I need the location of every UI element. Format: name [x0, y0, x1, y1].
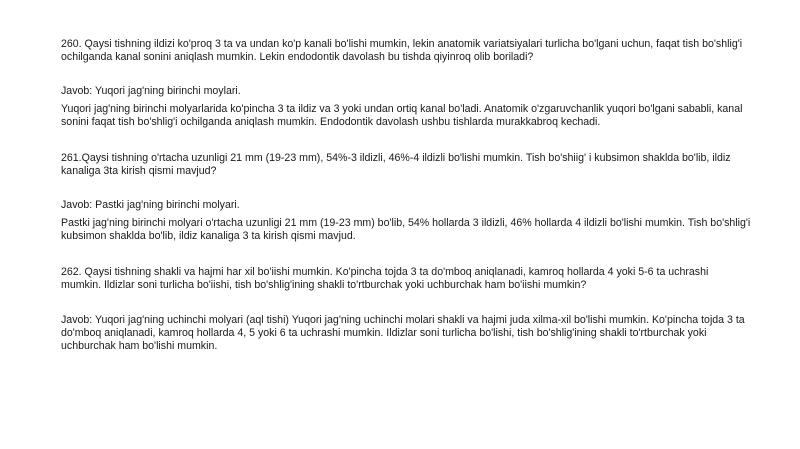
question-262: 262. Qaysi tishning shakli va hajmi har xil bo'iishi mumkin. Ko'pincha tojda 3 ta do'mboq aniqlanadi, kamroq hollarda 4 yoki 5-6 ta uchrashi mumkin. Ildizlar soni turlicha bo'iishi, tish bo'shlig'ining shakli to'rtburchak yoki uchburchak ham bo'iishi mumkin?: [61, 266, 709, 291]
answer-262: Javob: Yuqori jag'ning uchinchi molyari (aql tishi) Yuqori jag'ning uchinchi molari shakli va hajmi juda xilma-xil bo'lishi mumkin. Ko'pincha tojda 3 ta do'mboq aniqlanadi, kamroq hollarda 4, 5 yoki 6 ta uchrashi mumkin. Ildizlar soni turlicha bo'lishi, tish bo'shlig'ining shakli to'rtburchak yoki uchburchak ham bo'lishi mumkin.: [61, 314, 745, 352]
explanation-261: Pastki jag'ning birinchi molyari o'rtacha uzunligi 21 mm (19-23 mm) bo'lib, 54% hollarda 3 ildizli, 46% hollarda 4 ildizli bo'lishi mumkin. Tish bo'shlig'i kubsimon shaklda bo'lib, ildiz kanaliga 3 ta kirish qismi mavjud.: [61, 217, 751, 242]
answer-260: Javob: Yuqori jag'ning birinchi moylari.: [61, 85, 241, 97]
question-261: 261.Qaysi tishning o'rtacha uzunligi 21 mm (19-23 mm), 54%-3 ildizli, 46%-4 ildizli bo'lishi mumkin. Tish bo'shiig' i kubsimon shaklda bo'lib, ildiz kanaliga 3ta kirish qismi mavjud?: [61, 152, 731, 177]
answer-261: Javob: Pastki jag'ning birinchi molyari.: [61, 199, 240, 211]
explanation-260: Yuqori jag'ning birinchi molyarlarida ko'pincha 3 ta ildiz va 3 yoki undan ortiq kanal bo'ladi. Anatomik o'zgaruvchanlik yuqori bo'lgani sababli, kanal sonini faqat tish bo'shlig'i ochilganda aniqlash mumkin. Endodontik davolash ushbu tishlarda murakkabroq kechadi.: [61, 103, 743, 128]
question-260: 260. Qaysi tishning ildizi ko'proq 3 ta va undan ko'p kanali bo'lishi mumkin, lekin anatomik variatsiyalari turlicha bo'lgani uchun, faqat tish bo'shlig'i ochilganda kanal sonini aniqlash mumkin. Lekin endodontik davolash bu tishda qiyinroq olib boriladi?: [61, 38, 743, 63]
